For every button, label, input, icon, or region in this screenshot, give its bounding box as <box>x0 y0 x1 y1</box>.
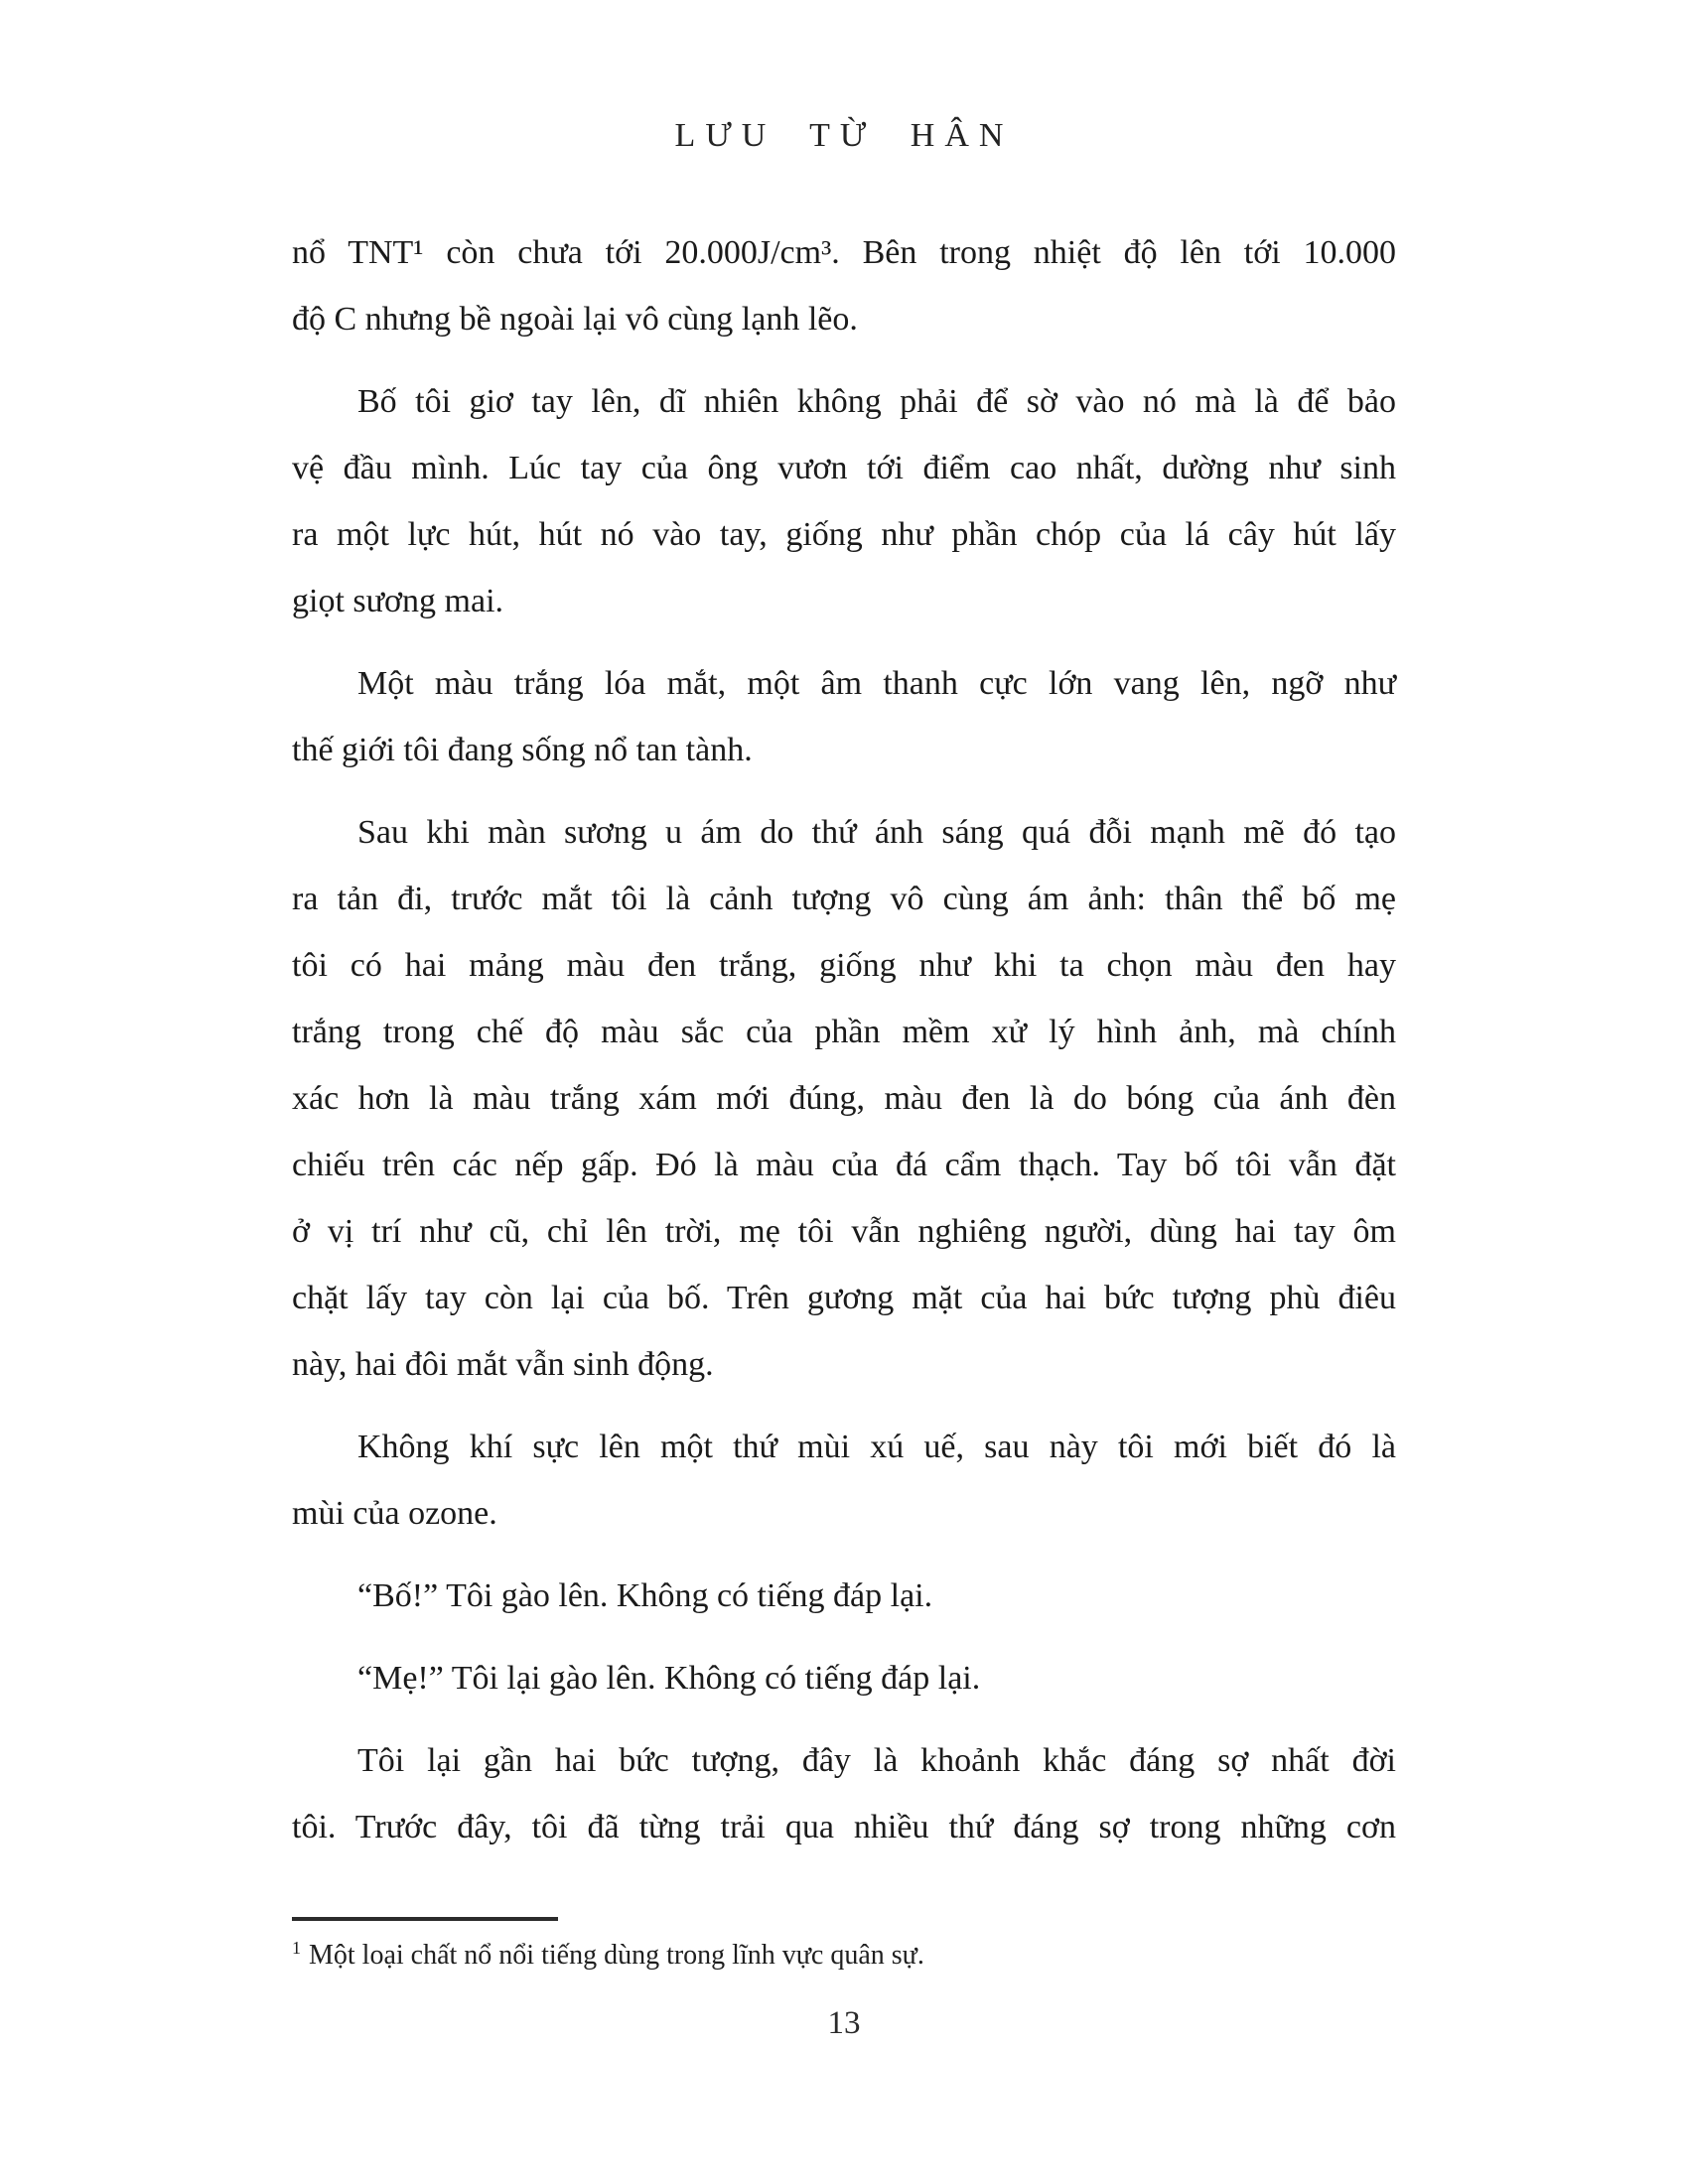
paragraph <box>292 219 1396 352</box>
paragraph <box>292 368 1396 634</box>
paragraph <box>292 1645 1396 1711</box>
paragraph <box>292 1727 1396 1860</box>
text-line: mùi của ozone. <box>292 1495 497 1532</box>
body-text <box>292 219 1396 1860</box>
text-line: vệ đầu mình. Lúc tay của ông vươn tới điểm cao nhất, dường như sinh <box>292 450 1396 486</box>
text-line: thế giới tôi đang sống nổ tan tành. <box>292 732 753 768</box>
running-header-author: LƯU TỪ HÂN <box>674 117 1014 154</box>
text-line: Bố tôi giơ tay lên, dĩ nhiên không phải để sờ vào nó mà là để bảo <box>357 383 1396 420</box>
text-line: xác hơn là màu trắng xám mới đúng, màu đen là do bóng của ánh đèn <box>292 1080 1396 1117</box>
footnote-marker: 1 <box>292 1937 301 1958</box>
paragraph <box>292 799 1396 1398</box>
text-line: trắng trong chế độ màu sắc của phần mềm xử lý hình ảnh, mà chính <box>292 1014 1396 1050</box>
text-line: chặt lấy tay còn lại của bố. Trên gương mặt của hai bức tượng phù điêu <box>292 1280 1396 1316</box>
text-line: tôi. Trước đây, tôi đã từng trải qua nhiều thứ đáng sợ trong những cơn <box>292 1809 1396 1845</box>
paragraph <box>292 1563 1396 1629</box>
text-line: ở vị trí như cũ, chỉ lên trời, mẹ tôi vẫn nghiêng người, dùng hai tay ôm <box>292 1213 1396 1250</box>
text-line: giọt sương mai. <box>292 583 504 619</box>
text-line: “Mẹ!” Tôi lại gào lên. Không có tiếng đáp lại. <box>357 1660 981 1697</box>
text-line: ra một lực hút, hút nó vào tay, giống như phần chóp của lá cây hút lấy <box>292 516 1396 553</box>
page-number: 13 <box>827 2005 861 2041</box>
footnote-text: Một loại chất nổ nổi tiếng dùng trong lĩnh vực quân sự. <box>309 1940 924 1971</box>
text-line: độ C nhưng bề ngoài lại vô cùng lạnh lẽo. <box>292 301 858 338</box>
text-line: Sau khi màn sương u ám do thứ ánh sáng quá đỗi mạnh mẽ đó tạo <box>357 814 1396 851</box>
text-line: Một màu trắng lóa mắt, một âm thanh cực lớn vang lên, ngỡ như <box>357 665 1396 702</box>
text-line: “Bố!” Tôi gào lên. Không có tiếng đáp lại. <box>357 1577 933 1614</box>
text-line: Tôi lại gần hai bức tượng, đây là khoảnh khắc đáng sợ nhất đời <box>357 1742 1396 1779</box>
paragraph <box>292 650 1396 783</box>
paragraph <box>292 1414 1396 1547</box>
text-line: tôi có hai mảng màu đen trắng, giống như khi ta chọn màu đen hay <box>292 947 1396 984</box>
footnote <box>292 1934 1396 1978</box>
text-line: này, hai đôi mắt vẫn sinh động. <box>292 1346 714 1383</box>
footnote-separator <box>292 1917 558 1921</box>
text-line: Không khí sực lên một thứ mùi xú uế, sau này tôi mới biết đó là <box>357 1429 1396 1465</box>
text-line: ra tản đi, trước mắt tôi là cảnh tượng vô cùng ám ảnh: thân thể bố mẹ <box>292 881 1396 917</box>
text-line: nổ TNT¹ còn chưa tới 20.000J/cm³. Bên trong nhiệt độ lên tới 10.000 <box>292 234 1396 271</box>
text-line: chiếu trên các nếp gấp. Đó là màu của đá cẩm thạch. Tay bố tôi vẫn đặt <box>292 1147 1396 1183</box>
